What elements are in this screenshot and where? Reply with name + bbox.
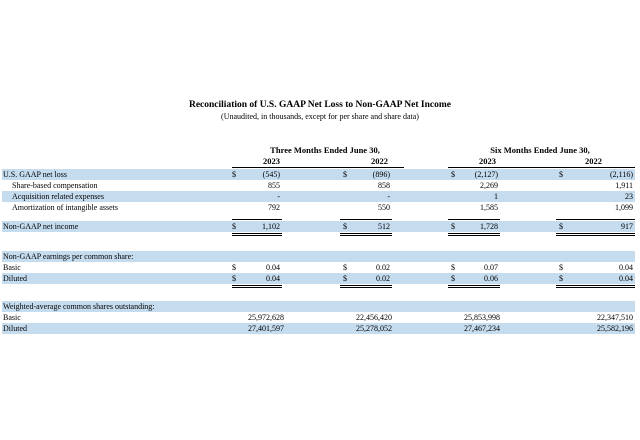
currency-symbol: $: [451, 170, 455, 179]
row-label: Basic: [3, 313, 21, 322]
total-line: [232, 235, 282, 236]
value-3m-2023: 1,102: [262, 222, 280, 231]
currency-symbol: $: [232, 170, 236, 179]
value-6m-2023: 1: [494, 192, 498, 201]
currency-symbol: $: [451, 263, 455, 272]
value-6m-2022: 0.04: [619, 274, 633, 283]
value-3m-2023: 0.04: [266, 263, 280, 272]
value-3m-2023: 27,401,597: [248, 324, 284, 333]
total-line: [340, 235, 392, 236]
row-label: Amortization of intangible assets: [12, 203, 118, 212]
year-header-3m-2023: 2023: [263, 156, 280, 166]
total-line: [448, 235, 500, 236]
row-label: Share-based compensation: [12, 181, 98, 190]
value-6m-2023: 1,585: [480, 203, 498, 212]
row-label: Acquisition related expenses: [12, 192, 104, 201]
total-line: [556, 233, 635, 234]
value-3m-2022: -: [387, 192, 390, 201]
total-line: [448, 233, 500, 234]
value-3m-2022: 858: [378, 181, 390, 190]
currency-symbol: $: [232, 274, 236, 283]
table-row-eps-diluted: [2, 273, 635, 284]
value-3m-2022: 22,456,420: [356, 313, 392, 322]
section-header-eps: [2, 251, 635, 262]
period-header-six-months: Six Months Ended June 30,: [490, 145, 590, 155]
value-6m-2022: 23: [625, 192, 633, 201]
table-row-gaap-net-loss: [2, 169, 635, 180]
currency-symbol: $: [559, 263, 563, 272]
row-label: Diluted: [3, 274, 27, 283]
value-6m-2023: 27,467,234: [464, 324, 500, 333]
subtotal-line: [448, 219, 500, 220]
value-3m-2023: 25,972,628: [248, 313, 284, 322]
subtotal-line: [232, 219, 282, 220]
currency-symbol: $: [559, 170, 563, 179]
total-line: [340, 287, 392, 288]
table-title: Reconciliation of U.S. GAAP Net Loss to Non-GAAP Net Income: [188, 100, 452, 110]
header-underline-3m: [232, 167, 404, 168]
currency-symbol: $: [343, 263, 347, 272]
value-6m-2022: 1,099: [615, 203, 633, 212]
value-6m-2022: 1,911: [615, 181, 633, 190]
value-6m-2023: 0.07: [484, 263, 498, 272]
value-3m-2023: (545): [262, 170, 280, 179]
subtotal-line: [556, 219, 635, 220]
row-label: Non-GAAP net income: [3, 222, 79, 231]
table-row-acquisition-expenses: [2, 191, 635, 202]
currency-symbol: $: [343, 222, 347, 231]
section-header-shares: [2, 301, 635, 312]
value-3m-2023: 855: [268, 181, 280, 190]
value-6m-2023: 0.06: [484, 274, 498, 283]
value-3m-2023: -: [277, 192, 280, 201]
total-line: [556, 285, 635, 286]
section-label: Weighted-average common shares outstanding:: [3, 302, 155, 311]
currency-symbol: $: [451, 274, 455, 283]
year-header-3m-2022: 2022: [371, 156, 388, 166]
currency-symbol: $: [451, 222, 455, 231]
currency-symbol: $: [343, 274, 347, 283]
total-line: [232, 233, 282, 234]
total-line: [340, 233, 392, 234]
total-line: [556, 287, 635, 288]
year-header-6m-2023: 2023: [479, 156, 496, 166]
table-row-share-based-compensation: [2, 180, 635, 191]
total-line: [232, 287, 282, 288]
value-6m-2023: (2,127): [474, 170, 498, 179]
row-label: Diluted: [3, 324, 27, 333]
section-label: Non-GAAP earnings per common share:: [3, 252, 134, 261]
currency-symbol: $: [343, 170, 347, 179]
currency-symbol: $: [559, 274, 563, 283]
table-row-non-gaap-net-income: [2, 221, 635, 232]
value-3m-2023: 0.04: [266, 274, 280, 283]
table-row-shares-basic: [2, 312, 635, 323]
total-line: [448, 287, 500, 288]
value-3m-2022: 550: [378, 203, 390, 212]
row-label: U.S. GAAP net loss: [3, 170, 67, 179]
value-3m-2023: 792: [268, 203, 280, 212]
table-row-eps-basic: [2, 262, 635, 273]
table-subtitle: (Unaudited, in thousands, except for per share and share data): [221, 112, 419, 121]
row-label: Basic: [3, 263, 21, 272]
header-underline-6m: [448, 167, 635, 168]
value-6m-2022: 0.04: [619, 263, 633, 272]
total-line: [232, 285, 282, 286]
total-line: [340, 285, 392, 286]
currency-symbol: $: [559, 222, 563, 231]
value-6m-2022: (2,116): [609, 170, 633, 179]
value-3m-2022: 25,278,052: [356, 324, 392, 333]
value-3m-2022: 512: [378, 222, 390, 231]
value-6m-2022: 917: [621, 222, 633, 231]
title-block: [0, 99, 640, 122]
value-3m-2022: 0.02: [376, 274, 390, 283]
value-6m-2022: 22,347,510: [597, 313, 633, 322]
value-6m-2023: 2,269: [480, 181, 498, 190]
subtotal-line: [340, 219, 392, 220]
year-header-6m-2022: 2022: [585, 156, 602, 166]
value-6m-2023: 1,728: [480, 222, 498, 231]
value-6m-2022: 25,582,196: [597, 324, 633, 333]
currency-symbol: $: [232, 222, 236, 231]
currency-symbol: $: [232, 263, 236, 272]
total-line: [448, 285, 500, 286]
value-6m-2023: 25,853,998: [464, 313, 500, 322]
period-header-three-months: Three Months Ended June 30,: [270, 145, 380, 155]
value-3m-2022: 0.02: [376, 263, 390, 272]
total-line: [556, 235, 635, 236]
value-3m-2022: (896): [372, 170, 390, 179]
table-row-shares-diluted: [2, 323, 635, 334]
table-row-amortization: [2, 202, 635, 213]
